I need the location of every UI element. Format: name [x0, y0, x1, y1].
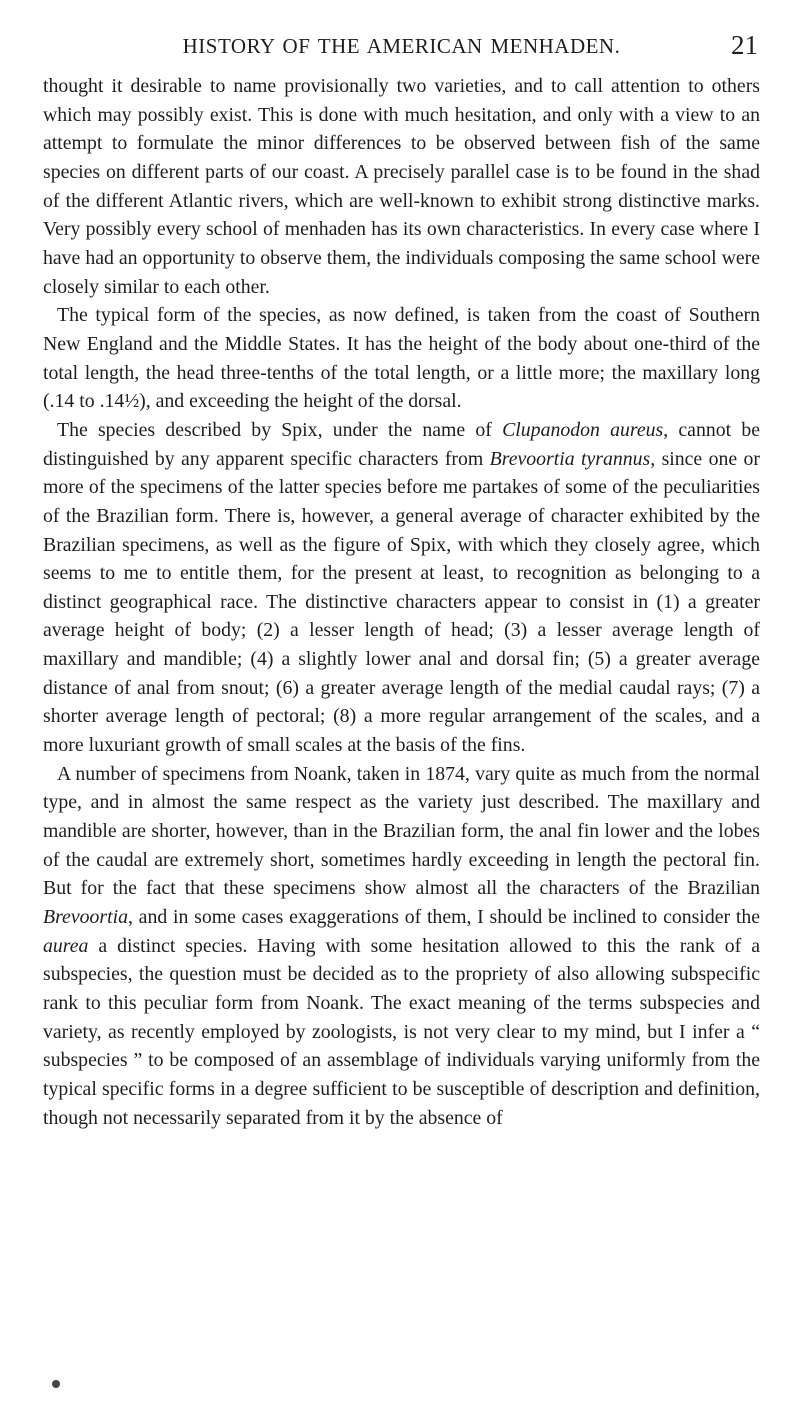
- text-run: The species described by Spix, under the name of: [57, 418, 503, 441]
- running-title: HISTORY OF THE AMERICAN MENHADEN.: [182, 33, 621, 58]
- stray-ink-mark: [52, 1380, 60, 1388]
- paragraph: [43, 760, 760, 1133]
- paragraph: [43, 72, 760, 301]
- text-run: The typical form of the species, as now defined, is taken from the coast of Southern New England and the Middle States. It has the height of the body about one-third of the total length, the head three-tenths of the total length, or a little more; the maxillary long (.14 to .14½), and exceeding the height of the dorsal.: [43, 304, 760, 413]
- page-number: 21: [731, 30, 758, 60]
- paragraph: [43, 301, 760, 416]
- text-run: thought it desirable to name provisionally two varieties, and to call attention to others which may possibly exist. This is done with much hesitation, and only with a view to an attempt to formulate the minor differences to be observed between fish of the same species on different parts of our coast. A precisely parallel case is to be found in the shad of the different Atlantic rivers, which are well-known to exhibit strong distinctive marks. Very possibly every school of menhaden has its own characteristics. In every case where I have had an opportunity to observe them, the individuals composing the same school were closely similar to each other.: [43, 75, 760, 298]
- italic-species-name: Clupanodon aureus: [502, 418, 664, 441]
- running-header: [43, 28, 760, 64]
- text-run: A number of specimens from Noank, taken in 1874, vary quite as much from the normal type, and in almost the same respect as the variety just described. The maxillary and mandible are shorter, however, than in the Brazilian form, the anal fin lower and the lobes of the caudal are extremely short, sometimes hardly exceeding in length the pectoral fin. But for the fact that these specimens show almost all the characters of the Brazilian: [43, 762, 760, 900]
- text-run: , cannot be distinguished by any apparent specific characters from: [43, 418, 760, 470]
- italic-species-name: Brevoortia tyrannus: [489, 447, 651, 470]
- italic-species-name: aurea: [43, 934, 89, 957]
- text-run: , since one or more of the specimens of the latter species before me partakes of some of the peculiarities of the Brazilian form. There is, however, a general average of character exhibited by the Brazilian specimens, as well as the figure of Spix, with which they closely agree, which seems to me to entitle them, for the present at least, to recognition as belonging to a distinct geographical race. The distinctive characters appear to consist in (1) a greater average height of body; (2) a lesser length of head; (3) a lesser average length of maxillary and mandible; (4) a slightly lower anal and dorsal fin; (5) a greater average distance of anal from snout; (6) a greater average length of the medial caudal rays; (7) a shorter average length of pectoral; (8) a more regular arrangement of the scales, and a more luxuriant growth of small scales at the basis of the fins.: [43, 447, 760, 757]
- body-text: [43, 72, 760, 1132]
- paragraph: [43, 416, 760, 760]
- text-run: , and in some cases exaggerations of them, I should be inclined to consider the: [127, 906, 760, 929]
- italic-species-name: Brevoortia: [43, 906, 128, 929]
- text-run: a distinct species. Having with some hesitation allowed to this the rank of a subspecies, the question must be decided as to the propriety of also allowing subspecific rank to this peculiar form from Noank. The exact meaning of the terms subspecies and variety, as recently employed by zoologists, is not very clear to my mind, but I infer a “ subspecies ” to be composed of an assemblage of individuals varying uniformly from the typical specific forms in a degree sufficient to be susceptible of description and definition, though not necessarily separated from it by the absence of: [43, 934, 760, 1129]
